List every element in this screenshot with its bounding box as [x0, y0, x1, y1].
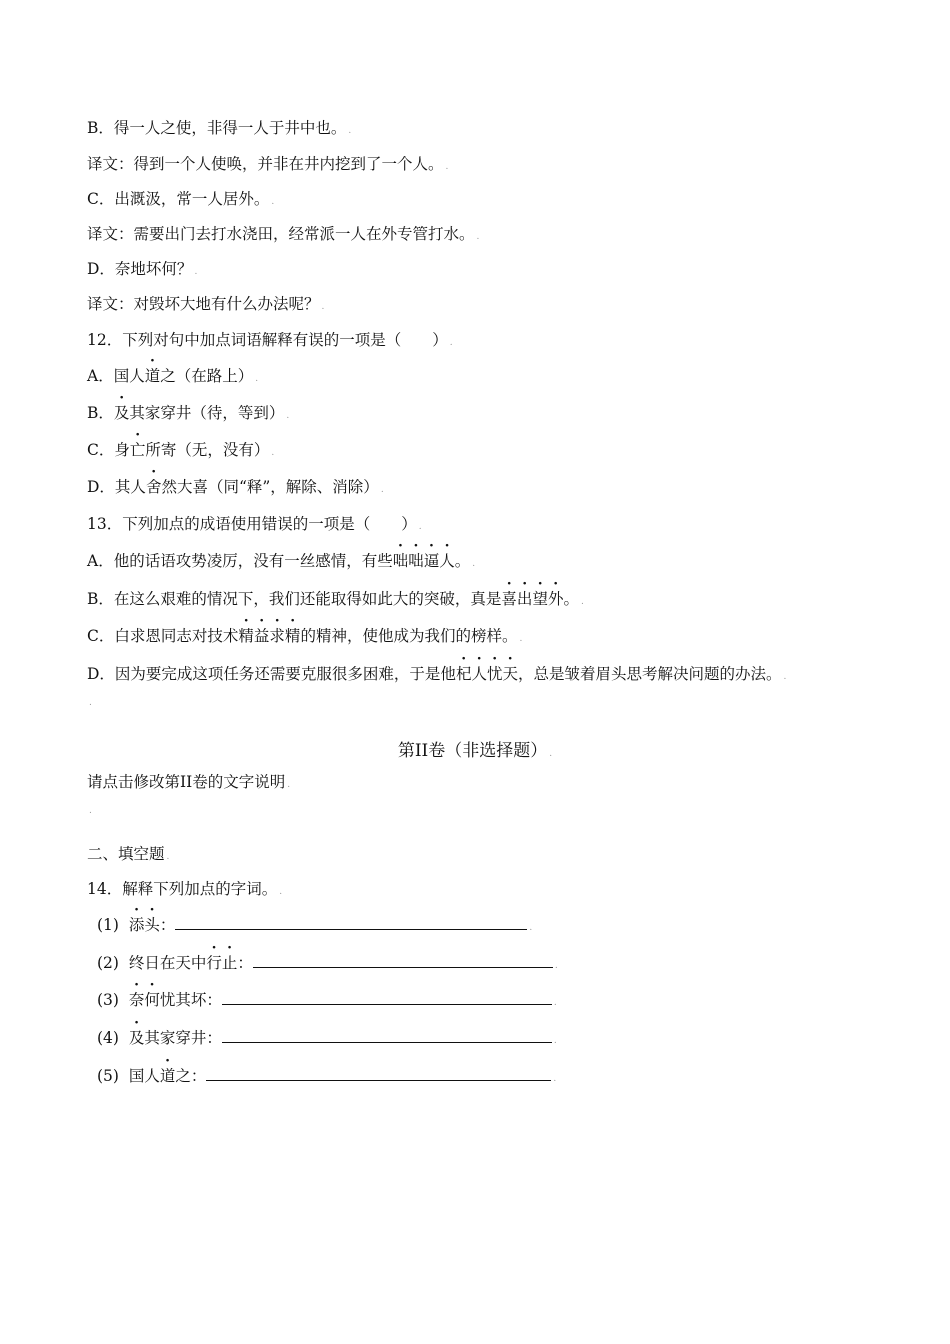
q12-option-d: D．其人舍然大喜（同“释”，解除、消除） . — [87, 478, 384, 496]
q11-translation-b: 译文：得到一个人使唤，并非在井内挖到了一个人。 . — [87, 155, 449, 173]
paragraph-mark: . — [89, 698, 92, 708]
q14-item-2: (2) 终日在天中行止： . — [97, 954, 558, 972]
q13-option-a: A．他的话语攻势凌厉，没有一丝感情，有些咄咄逼人。 . — [87, 552, 476, 570]
answer-blank[interactable] — [222, 990, 552, 1005]
paragraph-mark: . — [89, 806, 92, 816]
fill-blank-heading: 二、填空题 . — [87, 845, 170, 863]
q12-option-b: B．及其家穿井（待，等到） . — [87, 404, 290, 422]
q13-option-c: C．白求恩同志对技术精益求精的精神，使他成为我们的榜样。 . — [87, 627, 523, 645]
q13-option-d: D．因为要完成这项任务还需要克服很多困难，于是他杞人忧天，总是皱着眉头思考解决问题的办法。 . — [87, 665, 787, 683]
q14-item-3: (3) 奈何忧其坏： . — [97, 991, 557, 1009]
q13-stem: 13．下列加点的成语使用错误的一项是（ ） . — [87, 515, 422, 533]
q11-option-c: C．出溉汲，常一人居外。 . — [87, 190, 275, 208]
q12-option-c: C．身亡所寄（无，没有） . — [87, 441, 275, 459]
q13-option-b: B．在这么艰难的情况下，我们还能取得如此大的突破，真是喜出望外。 . — [87, 590, 584, 608]
q11-translation-c: 译文：需要出门去打水浇田，经常派一人在外专管打水。 . — [87, 225, 480, 243]
q14-stem: 14．解释下列加点的字词。 . — [87, 880, 283, 898]
q14-item-4: (4) 及其家穿井： . — [97, 1029, 557, 1047]
section-title: 第II卷（非选择题） . — [397, 741, 553, 761]
q12-option-a: A．国人道之（在路上） . — [87, 367, 259, 385]
answer-blank[interactable] — [206, 1066, 551, 1081]
q12-stem: 12．下列对句中加点词语解释有误的一项是（ ） . — [87, 331, 453, 349]
q11-option-b: B．得一人之使，非得一人于井中也。 . — [87, 119, 352, 137]
q14-item-5: (5) 国人道之： . — [97, 1067, 557, 1085]
q11-translation-d: 译文：对毁坏大地有什么办法呢？ . — [87, 295, 325, 313]
section-note: 请点击修改第II卷的文字说明 . — [87, 773, 291, 791]
answer-blank[interactable] — [222, 1028, 552, 1043]
q11-option-d: D．奈地坏何？ . — [87, 260, 198, 278]
q14-item-1: (1) 添头： . — [97, 916, 533, 934]
answer-blank[interactable] — [175, 915, 527, 930]
answer-blank[interactable] — [253, 953, 553, 968]
